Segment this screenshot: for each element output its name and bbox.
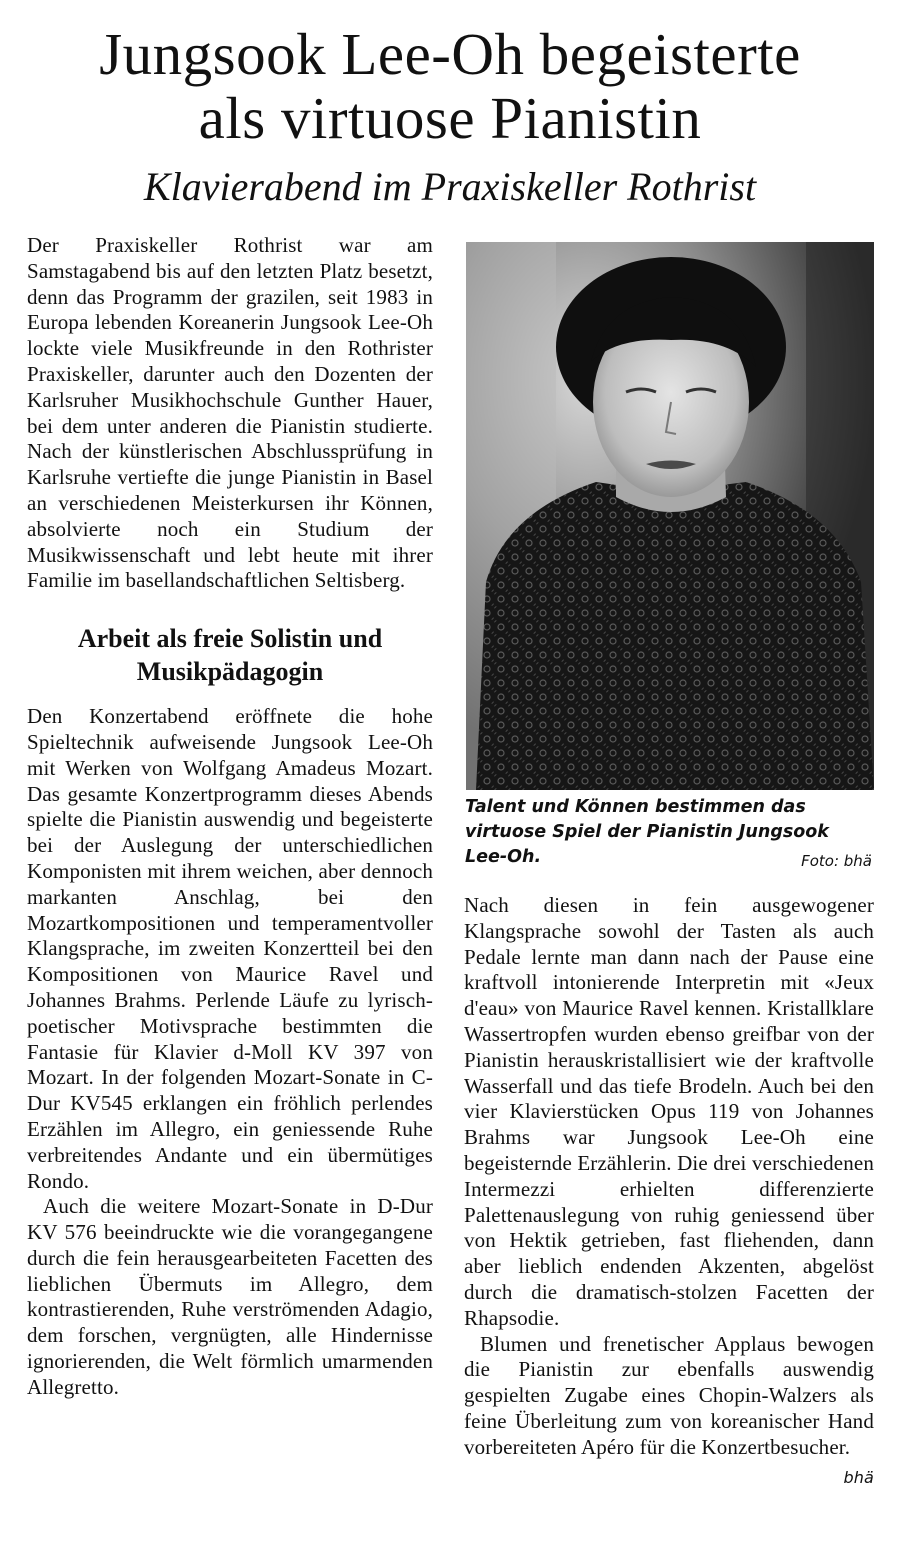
left-column — [27, 233, 433, 1401]
headline-line-1: Jungsook Lee-Oh begeisterte — [99, 21, 801, 87]
paragraph-encore-text: Blumen und frenetischer Applaus bewogen die Pianistin zur ebenfalls auswendig gespielten Zugabe eines Chopin-Walzers als feine Überleitung zum von koreanischer Hand vorbereiteten Apéro für die Konzertbesucher. — [464, 1331, 874, 1459]
headline — [0, 22, 900, 150]
author-signature: bhä — [843, 1467, 874, 1487]
section-heading-line-1: Arbeit als freie Solistin und — [77, 624, 383, 654]
paragraph-encore — [464, 1331, 874, 1487]
paragraph-concert-opening: Den Konzertabend eröffnete die hohe Spieltechnik aufweisende Jungsook Lee-Oh mit Werken von Wolfgang Amadeus Mozart. Das gesamte Konzertprogramm dieses Abends spielte die Pianistin auswendig und begeisterte bei der Auslegung der unterschiedlichen Komponisten mit ihrem weichen, aber dennoch markanten Anschlag, bei den Mozartkompositionen und temperamentvoller Klangsprache, im zweiten Konzertteil bei den Kompositionen von Maurice Ravel und Johannes Brahms. Perlende Läufe zu lyrisch-poetischer Motivsprache bestimmten die Fantasie für Klavier d-Moll KV 397 von Mozart. In der folgenden Mozart-Sonate in C-Dur KV545 erklangen ein fröhlich perlendes Erzählen im Allegro, ein geniessende Ruhe verbreitendes Andante und ein übermütiges Rondo. — [27, 704, 433, 1193]
pianist-photo — [466, 242, 874, 790]
pianist-portrait-illustration — [466, 242, 874, 790]
right-column — [464, 893, 874, 1490]
subheadline: Klavierabend im Praxiskeller Rothrist — [143, 164, 757, 209]
paragraph-ravel-brahms: Nach diesen in fein ausgewogener Klangsprache sowohl der Tasten als auch Pedale lernte man dann nach der Pause eine kraftvoll intonierende Interpretin mit «Jeux d'eau» von Maurice Ravel kennen. Kristallklare Wassertropfen wurden ebenso greifbar von der Pianistin herauskristallisiert wie der kraftvolle Wasserfall und das tiefe Brodeln. Auch bei den vier Klavierstücken Opus 119 von Johannes Brahms war Jungsook Lee-Oh eine begeisternde Erzählerin. Die drei verschiedenen Intermezzi erhielten differenzierte Palettenauslegung von ruhig geniessend über von Hektik getrieben, fast fliehenden, dann aber lieblich endenden Akzenten, abgelöst durch die dramatisch-stolzen Facetten der Rhapsodie. — [464, 893, 874, 1330]
section-heading-line-2: Musikpädagogin — [136, 657, 324, 687]
paragraph-intro: Der Praxiskeller Rothrist war am Samstagabend bis auf den letzten Platz besetzt, denn das Programm der grazilen, seit 1983 in Europa lebenden Koreanerin Jungsook Lee-Oh lockte viele Musikfreunde in den Rothrister Praxiskeller, darunter auch den Dozenten der Karlsruher Musikhochschule Gunther Hauer, bei dem unter anderen die Pianistin studierte. Nach der künstlerischen Abschlussprüfung in Karlsruhe vertiefte die junge Pianistin in Basel an verschiedenen Meisterkursen ihr Können, absolvierte noch ein Studium der Musikwissenschaft und lebt heute mit ihrer Familie im basellandschaftlichen Seltisberg. — [27, 233, 433, 593]
headline-line-2: als virtuose Pianistin — [198, 85, 702, 151]
photo-caption: Talent und Können bestimmen das virtuose Spiel der Pianistin Jungsook Lee-Oh. — [465, 797, 829, 867]
photo-credit: Foto: bhä — [801, 852, 872, 870]
section-heading — [27, 622, 433, 688]
paragraph-mozart-sonata: Auch die weitere Mozart-Sonate in D-Dur KV 576 beeindruckte wie die vorangegangene durch die fein herausgearbeiteten Facetten des lieblichen Übermuts im Allegro, dem kontrastierenden, Ruhe verströmenden Adagio, dem forschen, vergnügten, alle Hindernisse ignorierenden, die Welt förmlich umarmenden Allegretto. — [27, 1194, 433, 1399]
